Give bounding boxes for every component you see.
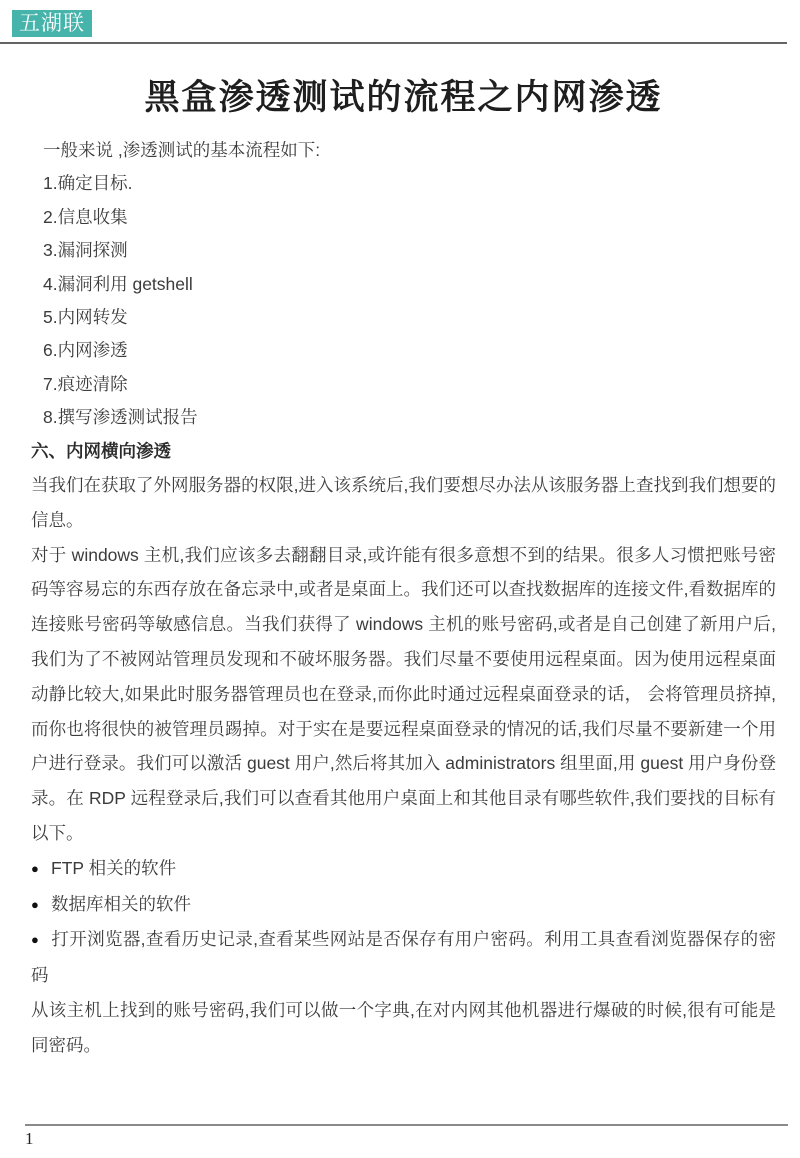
process-steps-list (31, 134, 776, 435)
header-divider (0, 42, 787, 44)
bullet-text: 打开浏览器,查看历史记录,查看某些网站是否保存有用户密码。利用工具查看浏览器保存的密码 (31, 929, 776, 986)
step-item-4: 4.漏洞利用 getshell (43, 273, 193, 294)
brand-logo: 五湖联 (12, 10, 92, 37)
page-title: 黑盒渗透测试的流程之内网渗透 (144, 78, 663, 117)
footer-divider (25, 1124, 788, 1126)
bullet-text: 数据库相关的软件 (51, 893, 191, 914)
paragraph-2: 对于 windows 主机,我们应该多去翻翻目录,或许能有很多意想不到的结果。很多人习惯把账号密码等容易忘的东西存放在备忘录中,或者是桌面上。我们还可以查找数据库的连接文件,看数据库的连接账号密码等敏感信息。当我们获得了 windows 主机的账号密码,或者是自己创建了新用户后,我们为了不被网站管理员发现和不破坏服务器。我们尽量不要使用远程桌面。因为使用远程桌面动静比较大,如果此时服务器管理员也在登录,而你此时通过远程桌面登录的话， 会将管理员挤掉,而你也将很快的被管理员踢掉。对于实在是要远程桌面登录的情况的话,我们尽量不要新建一个用户进行登录。我们可以激活 guest 用户,然后将其加入 administrators 组里面,用 guest 用户身份登录。在 RDP 远程登录后,我们可以查看其他用户桌面上和其他目录有哪些软件,我们要找的目标有以下。 (31, 544, 776, 844)
step-item-2: 2.信息收集 (43, 206, 128, 227)
intro-line: 一般来说 ,渗透测试的基本流程如下: (43, 140, 321, 160)
paragraph-3: 从该主机上找到的账号密码,我们可以做一个字典,在对内网其他机器进行爆破的时候,很有可能是同密码。 (31, 1000, 776, 1055)
bullet-item-browser (31, 922, 776, 993)
step-item-7: 7.痕迹清除 (43, 373, 128, 394)
page-number: 1 (25, 1129, 34, 1148)
paragraph-1: 当我们在获取了外网服务器的权限,进入该系统后,我们要想尽办法从该服务器上查找到我们想要的信息。 (31, 475, 776, 530)
bullet-item-database (31, 887, 776, 923)
bullet-item-ftp (31, 851, 776, 887)
step-item-3: 3.漏洞探测 (43, 240, 128, 261)
step-item-8: 8.撰写渗透测试报告 (43, 407, 198, 428)
step-item-1: 1.确定目标. (43, 173, 133, 194)
section-heading: 六、内网横向渗透 (31, 440, 171, 461)
step-item-5: 5.内网转发 (43, 307, 128, 328)
bullet-icon: ● (31, 896, 39, 912)
bullet-icon: ● (31, 932, 39, 948)
document-body (31, 58, 776, 1063)
step-item-6: 6.内网渗透 (43, 340, 128, 361)
bullet-text: FTP 相关的软件 (51, 857, 177, 878)
bullet-icon: ● (31, 860, 39, 876)
